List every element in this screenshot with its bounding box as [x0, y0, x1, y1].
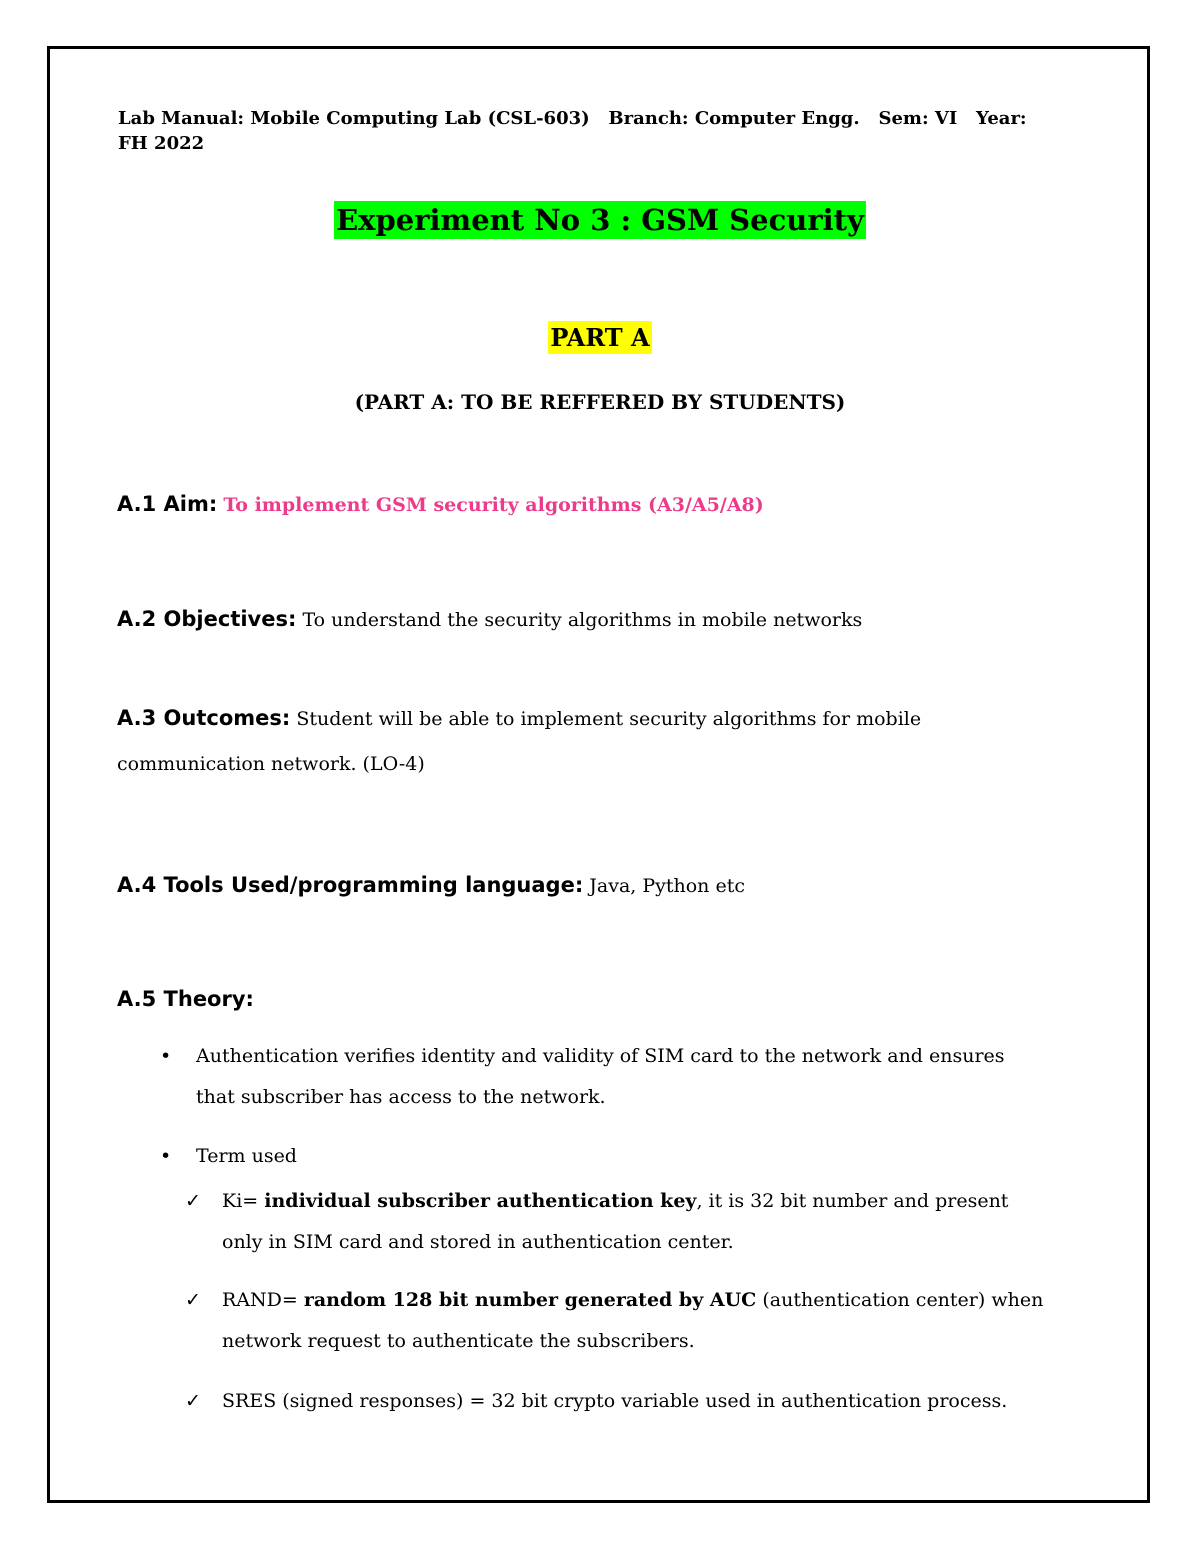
checkmark-icon: ✓: [185, 1289, 201, 1311]
objectives-text: To understand the security algorithms in mobile networks: [302, 609, 863, 631]
objectives-label: A.2 Objectives:: [117, 607, 297, 631]
bullet-icon: •: [160, 1045, 172, 1067]
list-item: [185, 1381, 1075, 1422]
checkmark-icon: ✓: [185, 1390, 201, 1412]
rand-prefix: RAND=: [222, 1289, 298, 1311]
lab-manual-header: Lab Manual: Mobile Computing Lab (CSL-603) Branch: Computer Engg. Sem: VI Year: FH 2022: [118, 108, 1033, 154]
ki-definition-line2: only in SIM card and stored in authentication center.: [222, 1231, 734, 1253]
outcomes-section: [117, 695, 921, 742]
list-item: [185, 1181, 1075, 1263]
list-item: [160, 1136, 1060, 1177]
checkmark-icon: ✓: [185, 1190, 201, 1212]
bullet-icon: •: [160, 1145, 172, 1167]
tools-section: [117, 862, 745, 909]
part-a-label: PART A: [550, 323, 650, 352]
theory-label: A.5 Theory:: [117, 987, 254, 1011]
outcomes-text-line2: communication network. (LO-4): [117, 753, 425, 775]
outcomes-label: A.3 Outcomes:: [117, 706, 291, 730]
aim-section: [117, 481, 764, 528]
sres-definition: SRES (signed responses) = 32 bit crypto variable used in authentication process.: [222, 1390, 1008, 1412]
ki-definition-line1: [222, 1181, 1072, 1222]
aim-label: A.1 Aim:: [117, 492, 218, 516]
bullet-text-term-used: Term used: [196, 1145, 297, 1167]
bullet-text-line2: that subscriber has access to the network.: [196, 1086, 606, 1108]
part-label-container: [0, 323, 1200, 352]
experiment-title: Experiment No 3 : GSM Security: [336, 203, 864, 237]
ki-bold-term: individual subscriber authentication key: [264, 1190, 697, 1212]
tools-label: A.4 Tools Used/programming language:: [117, 873, 584, 897]
theory-section: [117, 976, 254, 1023]
rand-rest: (authentication center) when: [762, 1289, 1044, 1311]
rand-definition-line2: network request to authenticate the subscribers.: [222, 1330, 695, 1352]
ki-prefix: Ki=: [222, 1190, 259, 1212]
rand-bold-term: random 128 bit number generated by AUC: [303, 1289, 757, 1311]
list-item: [160, 1036, 1060, 1118]
list-item: [185, 1280, 1075, 1362]
ki-rest: , it is 32 bit number and present: [696, 1190, 1009, 1212]
bullet-text-line1: Authentication verifies identity and validity of SIM card to the network and ensures: [196, 1045, 1005, 1067]
outcomes-text-line1: Student will be able to implement security algorithms for mobile: [296, 708, 922, 730]
tools-text: Java, Python etc: [589, 875, 745, 897]
aim-text: To implement GSM security algorithms (A3/A5/A8): [223, 494, 764, 516]
part-subtitle-container: [0, 390, 1200, 414]
part-a-subtitle: (PART A: TO BE REFFERED BY STUDENTS): [354, 390, 846, 414]
title-container: [0, 203, 1200, 237]
outcomes-line2-row: [117, 741, 425, 787]
rand-definition-line1: [222, 1280, 1072, 1321]
objectives-section: [117, 596, 862, 643]
